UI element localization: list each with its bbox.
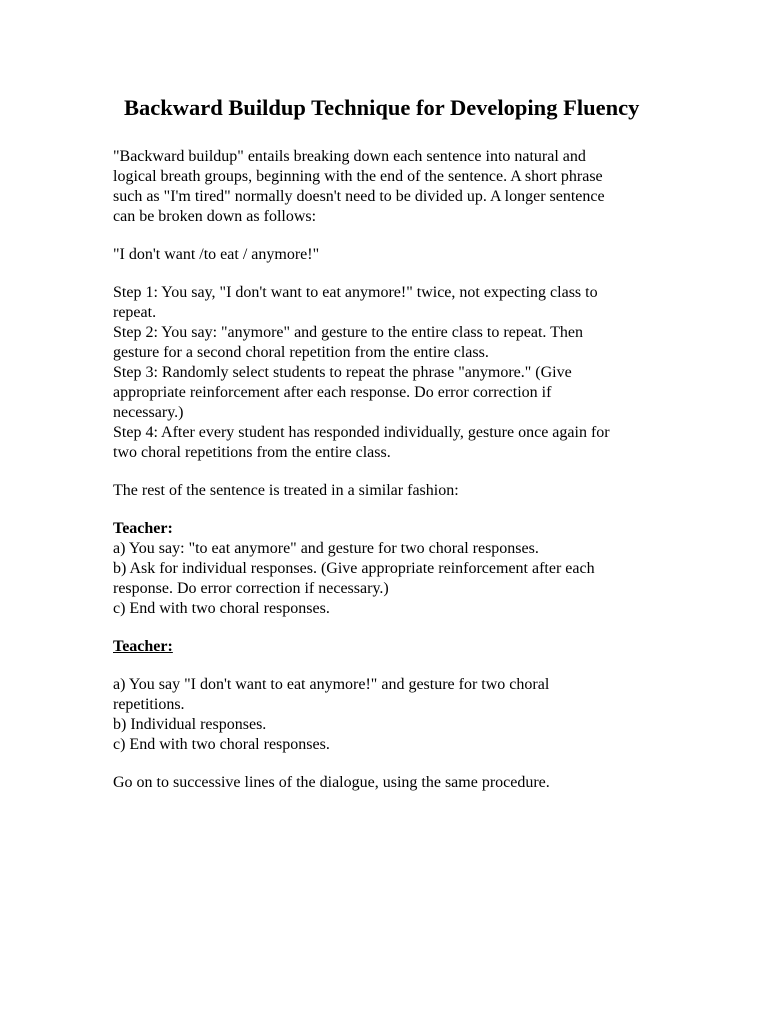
teacher-line: a) You say "I don't want to eat anymore!" and gesture for two choral (113, 676, 550, 693)
teacher-line: repetitions. (113, 696, 185, 713)
step-line: two choral repetitions from the entire class. (113, 444, 391, 461)
teacher-line: a) You say: "to eat anymore" and gesture for two choral responses. (113, 540, 539, 557)
intro-line: "Backward buildup" entails breaking down each sentence into natural and (113, 148, 586, 165)
intro-paragraph (113, 147, 658, 227)
intro-line: logical breath groups, beginning with the end of the sentence. A short phrase (113, 168, 603, 185)
closing-paragraph: Go on to successive lines of the dialogue, using the same procedure. (113, 774, 550, 791)
step-line: Step 2: You say: "anymore" and gesture to the entire class to repeat. Then (113, 324, 583, 341)
teacher-line: b) Ask for individual responses. (Give appropriate reinforcement after each (113, 560, 595, 577)
paragraph-gap (113, 463, 658, 481)
paragraph-gap (113, 755, 658, 773)
document-body (113, 147, 658, 793)
step-line: appropriate reinforcement after each response. Do error correction if (113, 384, 552, 401)
step-line: repeat. (113, 304, 157, 321)
teacher-section-2 (113, 637, 658, 755)
intro-line: can be broken down as follows: (113, 208, 317, 225)
teacher-heading: Teacher: (113, 520, 173, 537)
step-line: necessary.) (113, 404, 184, 421)
example-sentence: "I don't want /to eat / anymore!" (113, 246, 320, 263)
teacher-line: c) End with two choral responses. (113, 736, 330, 753)
teacher-line: b) Individual responses. (113, 716, 267, 733)
step-line: Step 1: You say, "I don't want to eat anymore!" twice, not expecting class to (113, 284, 598, 301)
paragraph-gap (113, 265, 658, 283)
paragraph-gap (113, 227, 658, 245)
step-line: Step 4: After every student has responded individually, gesture once again for (113, 424, 610, 441)
document-title: Backward Buildup Technique for Developing Fluency (124, 95, 640, 120)
paragraph-gap (113, 657, 658, 675)
rest-intro: The rest of the sentence is treated in a similar fashion: (113, 482, 459, 499)
step-line: Step 3: Randomly select students to repeat the phrase "anymore." (Give (113, 364, 572, 381)
steps-list (113, 283, 658, 463)
teacher-line: response. Do error correction if necessary.) (113, 580, 389, 597)
teacher-line: c) End with two choral responses. (113, 600, 330, 617)
paragraph-gap (113, 619, 658, 637)
intro-line: such as "I'm tired" normally doesn't need to be divided up. A longer sentence (113, 188, 605, 205)
teacher-section-1 (113, 519, 658, 619)
teacher-heading-underlined: Teacher: (113, 638, 173, 655)
step-line: gesture for a second choral repetition from the entire class. (113, 344, 489, 361)
paragraph-gap (113, 501, 658, 519)
